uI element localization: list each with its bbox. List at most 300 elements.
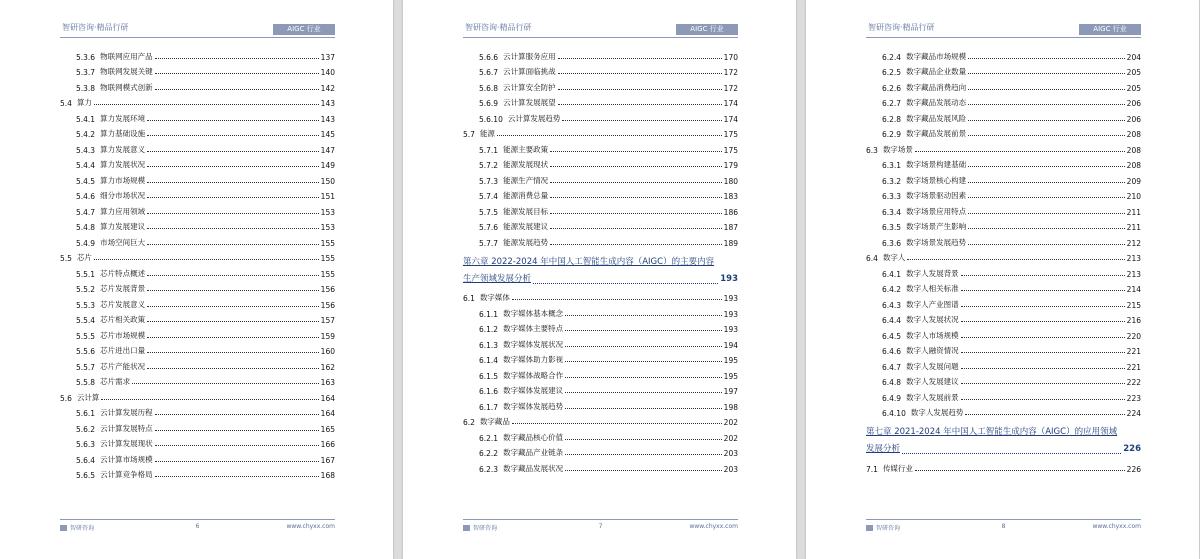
leader-dots bbox=[147, 290, 319, 291]
toc-subsection-entry[interactable] bbox=[866, 403, 1141, 419]
page-number: 6 bbox=[195, 523, 200, 530]
entry-page: 179 bbox=[723, 161, 738, 170]
entry-page: 150 bbox=[320, 176, 335, 186]
page-footer bbox=[463, 519, 738, 533]
toc-subsection-entry[interactable] bbox=[463, 155, 738, 171]
entry-title: 算力发展建议 bbox=[100, 222, 146, 231]
leader-dots bbox=[961, 383, 1125, 384]
header-divider bbox=[463, 37, 738, 38]
leader-dots bbox=[147, 151, 319, 152]
entry-page: 214 bbox=[1126, 285, 1141, 294]
entry-title: 数字媒体发展状况 bbox=[503, 339, 564, 349]
entry-number: 6.4.2 bbox=[882, 285, 902, 294]
leader-dots bbox=[968, 120, 1125, 121]
toc-section-entry[interactable] bbox=[866, 248, 1141, 264]
entry-title: 数字人发展建议 bbox=[906, 377, 959, 386]
page-footer bbox=[866, 519, 1141, 533]
toc-subsection-entry[interactable] bbox=[866, 186, 1141, 202]
entry-title: 能源发展建议 bbox=[503, 222, 549, 231]
entry-title: 物联网发展关键 bbox=[100, 67, 153, 76]
entry-page: 157 bbox=[320, 316, 335, 325]
toc-subsection-entry[interactable] bbox=[60, 294, 335, 310]
leader-dots bbox=[155, 414, 319, 415]
entry-page: 203 bbox=[723, 449, 738, 458]
chapter-heading[interactable] bbox=[866, 424, 1141, 458]
entry-page: 147 bbox=[320, 145, 335, 155]
entry-title: 芯片发展背景 bbox=[100, 284, 146, 293]
toc-subsection-entry[interactable] bbox=[463, 108, 738, 124]
entry-page: 153 bbox=[320, 207, 335, 217]
entry-title: 芯片进出口量 bbox=[100, 346, 146, 355]
entry-number: 6.2 bbox=[463, 418, 475, 427]
entry-page: 195 bbox=[723, 356, 738, 365]
header-divider bbox=[60, 37, 335, 38]
leader-dots bbox=[565, 392, 722, 393]
entry-number: 6.2.5 bbox=[882, 68, 902, 77]
leader-dots bbox=[968, 135, 1125, 136]
entry-page: 208 bbox=[1126, 161, 1141, 170]
entry-page: 209 bbox=[1126, 176, 1141, 186]
entry-title: 能源 bbox=[479, 129, 495, 138]
header-divider bbox=[866, 37, 1141, 38]
toc-subsection-entry[interactable] bbox=[866, 310, 1141, 326]
entry-title: 数字藏品 bbox=[479, 417, 510, 426]
leader-dots bbox=[565, 454, 722, 455]
entry-title: 数字藏品市场规模 bbox=[906, 51, 967, 61]
entry-title: 云计算 bbox=[76, 392, 100, 402]
entry-number: 5.5.3 bbox=[76, 300, 96, 310]
toc-subsection-entry[interactable] bbox=[60, 217, 335, 233]
toc-subsection-entry[interactable] bbox=[463, 170, 738, 186]
toc-subsection-entry[interactable] bbox=[60, 201, 335, 217]
entry-page: 164 bbox=[320, 409, 335, 418]
toc-subsection-entry[interactable] bbox=[463, 139, 738, 155]
entry-page: 155 bbox=[320, 269, 335, 279]
entry-title: 算力市场规模 bbox=[100, 175, 146, 185]
toc-subsection-entry[interactable] bbox=[60, 77, 335, 93]
toc-subsection-entry[interactable] bbox=[60, 124, 335, 140]
leader-dots bbox=[968, 228, 1125, 229]
entry-number: 5.6.9 bbox=[479, 99, 499, 108]
entry-page: 155 bbox=[320, 238, 335, 248]
toc-subsection-entry[interactable] bbox=[463, 201, 738, 217]
entry-title: 芯片需求 bbox=[100, 377, 131, 386]
entry-title: 数字媒体助力影视 bbox=[503, 355, 564, 364]
entry-title: 能源消费总量 bbox=[503, 191, 549, 200]
entry-page: 165 bbox=[320, 424, 335, 434]
toc-page-1 bbox=[0, 0, 393, 559]
toc-subsection-entry[interactable] bbox=[60, 279, 335, 295]
toc-subsection-entry[interactable] bbox=[866, 62, 1141, 78]
toc-subsection-entry[interactable] bbox=[60, 155, 335, 171]
entry-page: 168 bbox=[320, 471, 335, 480]
entry-number: 5.6 bbox=[60, 393, 72, 403]
entry-title: 数字媒体发展建议 bbox=[503, 386, 564, 395]
toc-subsection-entry[interactable] bbox=[60, 170, 335, 186]
leader-dots bbox=[147, 228, 319, 229]
toc-subsection-entry[interactable] bbox=[60, 325, 335, 341]
leader-dots bbox=[155, 476, 319, 477]
toc-subsection-entry[interactable] bbox=[866, 77, 1141, 93]
toc-subsection-entry[interactable] bbox=[866, 217, 1141, 233]
entry-title: 算力基础设施 bbox=[100, 129, 146, 138]
toc-subsection-entry[interactable] bbox=[866, 325, 1141, 341]
toc-list bbox=[60, 46, 335, 480]
entry-page: 212 bbox=[1126, 238, 1141, 248]
entry-number: 6.4.6 bbox=[882, 347, 902, 356]
entry-title: 数字藏品发展状况 bbox=[503, 463, 564, 473]
leader-dots bbox=[147, 244, 319, 245]
toc-subsection-entry[interactable] bbox=[60, 108, 335, 124]
entry-page: 140 bbox=[320, 68, 335, 77]
entry-page: 203 bbox=[723, 464, 738, 474]
entry-number: 5.3.7 bbox=[76, 68, 96, 77]
leader-dots bbox=[968, 197, 1125, 198]
entry-number: 5.7.6 bbox=[479, 223, 499, 232]
entry-title: 数字场景发展趋势 bbox=[906, 237, 967, 247]
entry-page: 210 bbox=[1126, 192, 1141, 201]
toc-list bbox=[866, 46, 1141, 474]
entry-page: 175 bbox=[723, 145, 738, 155]
entry-page: 193 bbox=[723, 294, 738, 303]
entry-title: 数字场景产生影响 bbox=[906, 222, 967, 231]
toc-subsection-entry[interactable] bbox=[463, 46, 738, 62]
leader-dots bbox=[533, 283, 718, 284]
entry-number: 5.7.3 bbox=[479, 176, 499, 186]
entry-page: 202 bbox=[723, 433, 738, 443]
leader-dots bbox=[961, 399, 1125, 400]
toc-section-entry[interactable] bbox=[60, 93, 335, 109]
leader-dots bbox=[147, 182, 319, 183]
leader-dots bbox=[565, 377, 722, 378]
entry-title: 数字媒体发展趋势 bbox=[503, 401, 564, 411]
toc-subsection-entry[interactable] bbox=[60, 62, 335, 78]
toc-subsection-entry[interactable] bbox=[60, 186, 335, 202]
entry-title: 物联网应用产品 bbox=[100, 51, 153, 61]
leader-dots bbox=[147, 352, 319, 353]
leader-dots bbox=[902, 453, 1121, 454]
leader-dots bbox=[94, 104, 319, 105]
entry-page: 156 bbox=[320, 300, 335, 310]
toc-section-entry[interactable] bbox=[463, 412, 738, 428]
leader-dots bbox=[550, 151, 722, 152]
entry-page: 151 bbox=[320, 192, 335, 201]
entry-title: 数字人发展背景 bbox=[906, 268, 959, 278]
entry-number: 6.1 bbox=[463, 294, 475, 303]
toc-subsection-entry[interactable] bbox=[60, 403, 335, 419]
entry-title: 数字人发展状况 bbox=[906, 315, 959, 324]
entry-title: 芯片特点概述 bbox=[100, 268, 146, 278]
toc-subsection-entry[interactable] bbox=[866, 294, 1141, 310]
toc-subsection-entry[interactable] bbox=[463, 365, 738, 381]
toc-subsection-entry[interactable] bbox=[463, 303, 738, 319]
leader-dots bbox=[961, 337, 1125, 338]
entry-page: 197 bbox=[723, 387, 738, 396]
toc-subsection-entry[interactable] bbox=[60, 372, 335, 388]
leader-dots bbox=[968, 104, 1125, 105]
entry-number: 5.7.2 bbox=[479, 161, 499, 170]
footer-logo-text: 智研咨询 bbox=[70, 525, 95, 532]
entry-number: 6.4.3 bbox=[882, 300, 902, 310]
toc-section-entry[interactable] bbox=[866, 458, 1141, 474]
entry-page: 174 bbox=[723, 99, 738, 108]
footer-logo-text: 智研咨询 bbox=[473, 525, 498, 532]
toc-subsection-entry[interactable] bbox=[866, 201, 1141, 217]
entry-number: 5.7.7 bbox=[479, 238, 499, 248]
toc-subsection-entry[interactable] bbox=[866, 232, 1141, 248]
chapter-title-line1: 第六章 2022-2024 年中国人工智能生成内容（AIGC）的主要内容 bbox=[463, 256, 715, 267]
entry-page: 137 bbox=[320, 52, 335, 62]
toc-section-entry[interactable] bbox=[60, 387, 335, 403]
entry-number: 5.6.4 bbox=[76, 455, 96, 465]
toc-subsection-entry[interactable] bbox=[866, 170, 1141, 186]
toc-section-entry[interactable] bbox=[463, 288, 738, 304]
toc-subsection-entry[interactable] bbox=[463, 186, 738, 202]
page-number: 7 bbox=[598, 523, 603, 530]
header-badge: AIGC 行业 bbox=[1079, 24, 1141, 35]
entry-page: 167 bbox=[320, 455, 335, 465]
toc-subsection-entry[interactable] bbox=[866, 387, 1141, 403]
toc-subsection-entry[interactable] bbox=[866, 341, 1141, 357]
entry-page: 222 bbox=[1126, 378, 1141, 387]
entry-title: 云计算面临挑战 bbox=[503, 67, 556, 76]
leader-dots bbox=[968, 58, 1125, 59]
leader-dots bbox=[558, 58, 722, 59]
entry-page: 163 bbox=[320, 378, 335, 387]
entry-page: 166 bbox=[320, 440, 335, 449]
entry-title: 能源生产情况 bbox=[503, 175, 549, 185]
entry-title: 云计算发展历程 bbox=[100, 408, 153, 417]
leader-dots bbox=[562, 120, 721, 121]
header-logo: 智研咨询·精品行研 bbox=[868, 23, 935, 32]
toc-subsection-entry[interactable] bbox=[60, 449, 335, 465]
toc-subsection-entry[interactable] bbox=[866, 124, 1141, 140]
toc-subsection-entry[interactable] bbox=[60, 232, 335, 248]
leader-dots bbox=[155, 89, 319, 90]
entry-number: 6.1.7 bbox=[479, 402, 499, 412]
entry-number: 5.6.10 bbox=[479, 114, 503, 124]
entry-page: 162 bbox=[320, 362, 335, 372]
toc-page-2 bbox=[403, 0, 796, 559]
entry-page: 172 bbox=[723, 83, 738, 93]
entry-page: 215 bbox=[1126, 300, 1141, 310]
entry-number: 5.6.8 bbox=[479, 83, 499, 93]
entry-number: 6.3.1 bbox=[882, 161, 902, 170]
toc-subsection-entry[interactable] bbox=[866, 155, 1141, 171]
entry-number: 6.4.8 bbox=[882, 378, 902, 387]
toc-subsection-entry[interactable] bbox=[866, 46, 1141, 62]
page-footer bbox=[60, 519, 335, 533]
entry-number: 5.6.3 bbox=[76, 440, 96, 449]
entry-page: 159 bbox=[320, 331, 335, 341]
toc-subsection-entry[interactable] bbox=[866, 279, 1141, 295]
entry-page: 195 bbox=[723, 371, 738, 381]
entry-number: 5.5 bbox=[60, 254, 72, 263]
chapter-heading[interactable] bbox=[463, 254, 738, 288]
toc-subsection-entry[interactable] bbox=[866, 356, 1141, 372]
entry-title: 芯片相关政策 bbox=[100, 315, 146, 324]
leader-dots bbox=[565, 315, 722, 316]
entry-page: 223 bbox=[1126, 393, 1141, 403]
header-badge: AIGC 行业 bbox=[676, 24, 738, 35]
entry-number: 6.1.2 bbox=[479, 325, 499, 334]
footer-url: www.chyxx.com bbox=[689, 523, 738, 530]
leader-dots bbox=[968, 89, 1125, 90]
entry-number: 5.6.1 bbox=[76, 409, 96, 418]
entry-page: 149 bbox=[320, 161, 335, 170]
entry-number: 5.4.1 bbox=[76, 114, 96, 124]
entry-title: 数字藏品核心价值 bbox=[503, 432, 564, 442]
leader-dots bbox=[147, 213, 319, 214]
toc-subsection-entry[interactable] bbox=[463, 334, 738, 350]
entry-number: 5.4.3 bbox=[76, 145, 96, 155]
toc-subsection-entry[interactable] bbox=[463, 232, 738, 248]
leader-dots bbox=[968, 182, 1125, 183]
leader-dots bbox=[550, 228, 722, 229]
entry-title: 云计算发展现状 bbox=[100, 439, 153, 448]
toc-section-entry[interactable] bbox=[60, 248, 335, 264]
entry-number: 5.5.6 bbox=[76, 347, 96, 356]
chapter-title-line2: 生产领域发展分析 bbox=[463, 273, 532, 284]
entry-number: 5.7.4 bbox=[479, 192, 499, 201]
toc-section-entry[interactable] bbox=[866, 139, 1141, 155]
toc-subsection-entry[interactable] bbox=[463, 77, 738, 93]
entry-number: 6.2.4 bbox=[882, 52, 902, 62]
entry-page: 221 bbox=[1126, 347, 1141, 356]
leader-dots bbox=[961, 321, 1125, 322]
entry-page: 153 bbox=[320, 223, 335, 232]
entry-title: 细分市场状况 bbox=[100, 191, 146, 200]
entry-page: 180 bbox=[723, 176, 738, 186]
toc-subsection-entry[interactable] bbox=[60, 341, 335, 357]
toc-subsection-entry[interactable] bbox=[60, 434, 335, 450]
entry-number: 6.3.2 bbox=[882, 176, 902, 186]
entry-page: 220 bbox=[1126, 331, 1141, 341]
header-logo: 智研咨询·精品行研 bbox=[62, 23, 129, 32]
toc-subsection-entry[interactable] bbox=[60, 310, 335, 326]
entry-title: 数字人融资情况 bbox=[906, 346, 959, 355]
toc-section-entry[interactable] bbox=[463, 124, 738, 140]
entry-title: 数字场景 bbox=[882, 144, 913, 154]
toc-subsection-entry[interactable] bbox=[866, 263, 1141, 279]
entry-page: 145 bbox=[320, 130, 335, 139]
leader-dots bbox=[512, 299, 722, 300]
entry-number: 6.2.1 bbox=[479, 433, 499, 443]
entry-title: 传媒行业 bbox=[882, 463, 913, 473]
entry-title: 算力应用领域 bbox=[100, 206, 146, 216]
entry-title: 算力发展状况 bbox=[100, 160, 146, 169]
entry-number: 6.3.4 bbox=[882, 207, 902, 217]
page-header bbox=[0, 16, 393, 38]
entry-title: 数字媒体基本概念 bbox=[503, 308, 564, 318]
toc-subsection-entry[interactable] bbox=[463, 458, 738, 474]
leader-dots bbox=[565, 408, 722, 409]
toc-subsection-entry[interactable] bbox=[463, 319, 738, 335]
toc-list bbox=[463, 46, 738, 474]
entry-title: 云计算发展展望 bbox=[503, 98, 556, 107]
toc-subsection-entry[interactable] bbox=[60, 46, 335, 62]
footer-url: www.chyxx.com bbox=[286, 523, 335, 530]
leader-dots bbox=[147, 368, 319, 369]
entry-number: 6.4.9 bbox=[882, 393, 902, 403]
toc-subsection-entry[interactable] bbox=[463, 427, 738, 443]
toc-subsection-entry[interactable] bbox=[463, 443, 738, 459]
entry-page: 198 bbox=[723, 402, 738, 412]
entry-title: 数字人发展趋势 bbox=[910, 408, 964, 417]
entry-title: 数字人市场规模 bbox=[906, 330, 959, 340]
entry-number: 5.5.5 bbox=[76, 331, 96, 341]
toc-subsection-entry[interactable] bbox=[60, 356, 335, 372]
entry-number: 5.4.9 bbox=[76, 238, 96, 248]
toc-subsection-entry[interactable] bbox=[866, 372, 1141, 388]
toc-subsection-entry[interactable] bbox=[463, 350, 738, 366]
footer-url: www.chyxx.com bbox=[1092, 523, 1141, 530]
leader-dots bbox=[155, 445, 319, 446]
toc-subsection-entry[interactable] bbox=[866, 93, 1141, 109]
leader-dots bbox=[497, 135, 722, 136]
leader-dots bbox=[550, 213, 722, 214]
entry-page: 211 bbox=[1126, 223, 1141, 232]
toc-subsection-entry[interactable] bbox=[60, 418, 335, 434]
toc-subsection-entry[interactable] bbox=[60, 139, 335, 155]
entry-title: 云计算竞争格局 bbox=[100, 470, 153, 479]
entry-title: 物联网模式创新 bbox=[100, 82, 153, 92]
entry-title: 云计算服务应用 bbox=[503, 51, 556, 61]
entry-page: 193 bbox=[723, 325, 738, 334]
entry-page: 142 bbox=[320, 83, 335, 93]
entry-title: 数字人产业图谱 bbox=[906, 299, 959, 309]
leader-dots bbox=[94, 259, 319, 260]
entry-number: 6.2.9 bbox=[882, 130, 902, 139]
leader-dots bbox=[915, 151, 1125, 152]
toc-subsection-entry[interactable] bbox=[463, 396, 738, 412]
leader-dots bbox=[961, 306, 1125, 307]
entry-number: 5.6.7 bbox=[479, 68, 499, 77]
footer-divider bbox=[60, 519, 335, 520]
toc-subsection-entry[interactable] bbox=[60, 465, 335, 481]
toc-subsection-entry[interactable] bbox=[866, 108, 1141, 124]
entry-number: 5.5.8 bbox=[76, 378, 96, 387]
page-number: 8 bbox=[1001, 523, 1006, 530]
toc-subsection-entry[interactable] bbox=[463, 62, 738, 78]
leader-dots bbox=[915, 470, 1125, 471]
chapter-page: 226 bbox=[1123, 444, 1141, 454]
entry-title: 云计算安全防护 bbox=[503, 82, 556, 92]
entry-page: 164 bbox=[320, 393, 335, 403]
leader-dots bbox=[565, 346, 722, 347]
toc-subsection-entry[interactable] bbox=[463, 93, 738, 109]
toc-subsection-entry[interactable] bbox=[463, 381, 738, 397]
header-logo: 智研咨询·精品行研 bbox=[465, 23, 532, 32]
toc-subsection-entry[interactable] bbox=[60, 263, 335, 279]
entry-title: 数字场景驱动因素 bbox=[906, 191, 967, 200]
leader-dots bbox=[155, 58, 319, 59]
footer-logo-text: 智研咨询 bbox=[876, 525, 901, 532]
entry-page: 156 bbox=[320, 285, 335, 294]
toc-subsection-entry[interactable] bbox=[463, 217, 738, 233]
leader-dots bbox=[155, 461, 319, 462]
leader-dots bbox=[147, 321, 319, 322]
entry-page: 208 bbox=[1126, 145, 1141, 155]
entry-number: 5.5.4 bbox=[76, 316, 96, 325]
entry-number: 6.1.5 bbox=[479, 371, 499, 381]
entry-title: 芯片市场规模 bbox=[100, 330, 146, 340]
entry-title: 算力发展环境 bbox=[100, 113, 146, 123]
entry-page: 186 bbox=[723, 207, 738, 217]
entry-page: 160 bbox=[320, 347, 335, 356]
entry-title: 数字人发展问题 bbox=[906, 361, 959, 371]
entry-number: 5.7.1 bbox=[479, 145, 499, 155]
